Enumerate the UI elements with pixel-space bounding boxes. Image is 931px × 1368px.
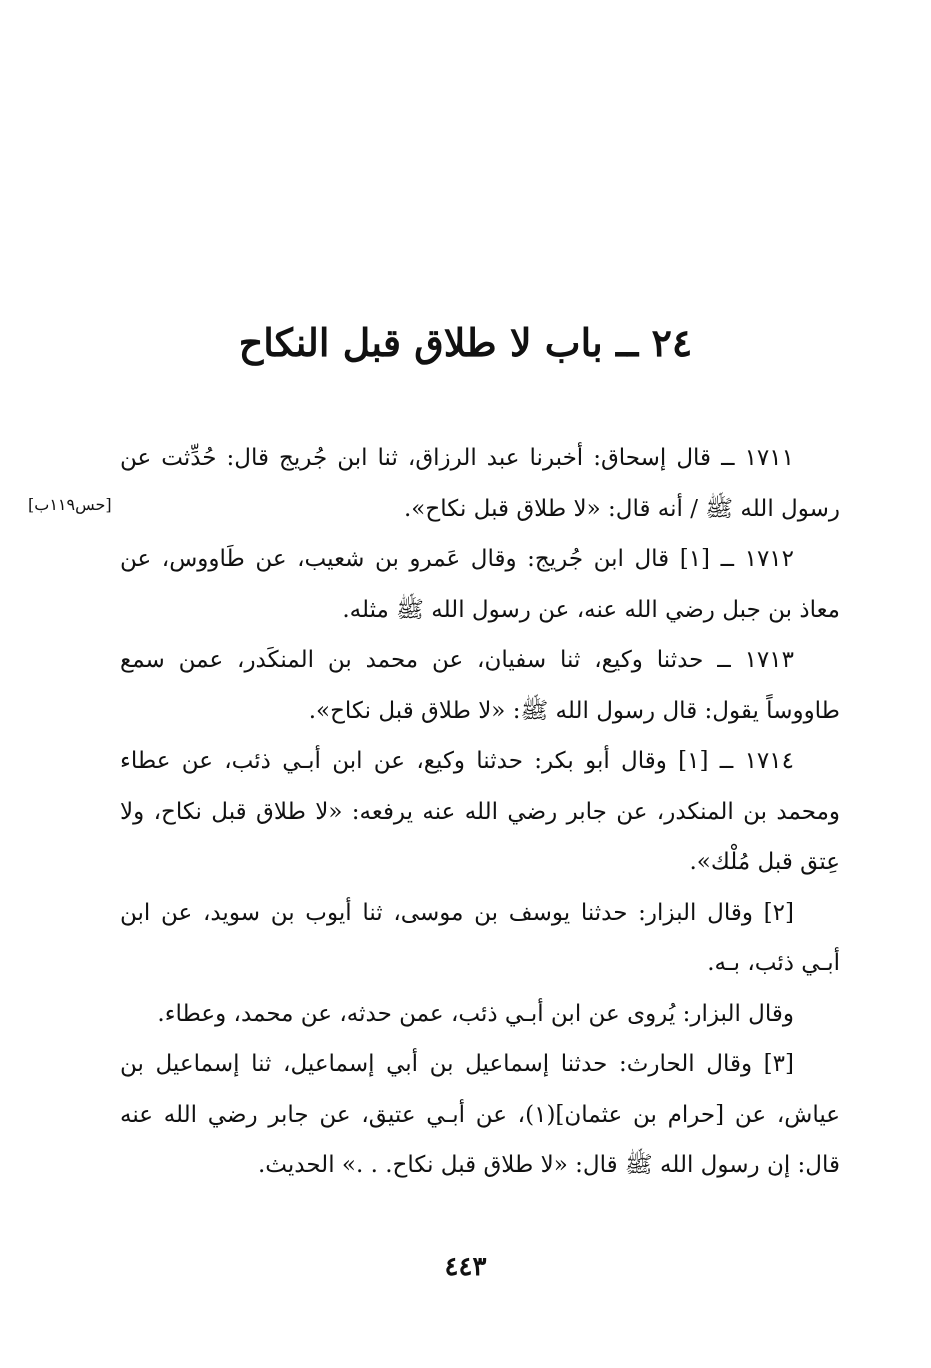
page-number: ٤٤٣ <box>444 1252 487 1282</box>
hadith-1711: ١٧١١ ــ قال إسحاق: أخبرنا عبد الرزاق، ثنا ابن جُريج قال: حُدِّثت عن رسول الله ﷺ / أنه قال: «لا طلاق قبل نكاح». <box>120 445 840 522</box>
body-text <box>120 433 840 1191</box>
hadith-1714-1: ١٧١٤ ــ [١] وقال أبو بكر: حدثنا وكيع، عن ابن أبـي ذئب، عن عطاء ومحمد بن المنكدر، عن جابر رضي الله عنه يرفعه: «لا طلاق قبل نكاح، ولا عِتق قبل مُلْك». <box>120 748 840 875</box>
hadith-1714-bazzar-note: وقال البزار: يُروى عن ابن أبـي ذئب، عمن حدثه، عن محمد، وعطاء. <box>157 1000 794 1027</box>
hadith-1714-2: [٢] وقال البزار: حدثنا يوسف بن موسى، ثنا أيوب بن سويد، عن ابن أبـي ذئب، بـه. <box>120 899 840 976</box>
hadith-1712: ١٧١٢ ــ [١] قال ابن جُريج: وقال عَمرو بن شعيب، عن طَاووس، عن معاذ بن جبل رضي الله عنه، عن رسول الله ﷺ مثله. <box>120 546 840 623</box>
chapter-title: ٢٤ ــ باب لا طلاق قبل النكاح <box>238 320 693 365</box>
hadith-1713: ١٧١٣ ــ حدثنا وكيع، ثنا سفيان، عن محمد بن المنكَدر، عمن سمع طاووساً يقول: قال رسول الله ﷺ: «لا طلاق قبل نكاح». <box>120 647 840 724</box>
manuscript-margin-note: [حس١١٩ب] <box>28 495 112 514</box>
hadith-1714-3: [٣] وقال الحارث: حدثنا إسماعيل بن أبي إسماعيل، ثنا إسماعيل بن عياش، عن [حرام بن عثمان](١)، عن أبـي عتيق، عن جابر رضي الله عنه قال: إن رسول الله ﷺ قال: «لا طلاق قبل نكاح. . .» الحديث. <box>120 1051 840 1178</box>
